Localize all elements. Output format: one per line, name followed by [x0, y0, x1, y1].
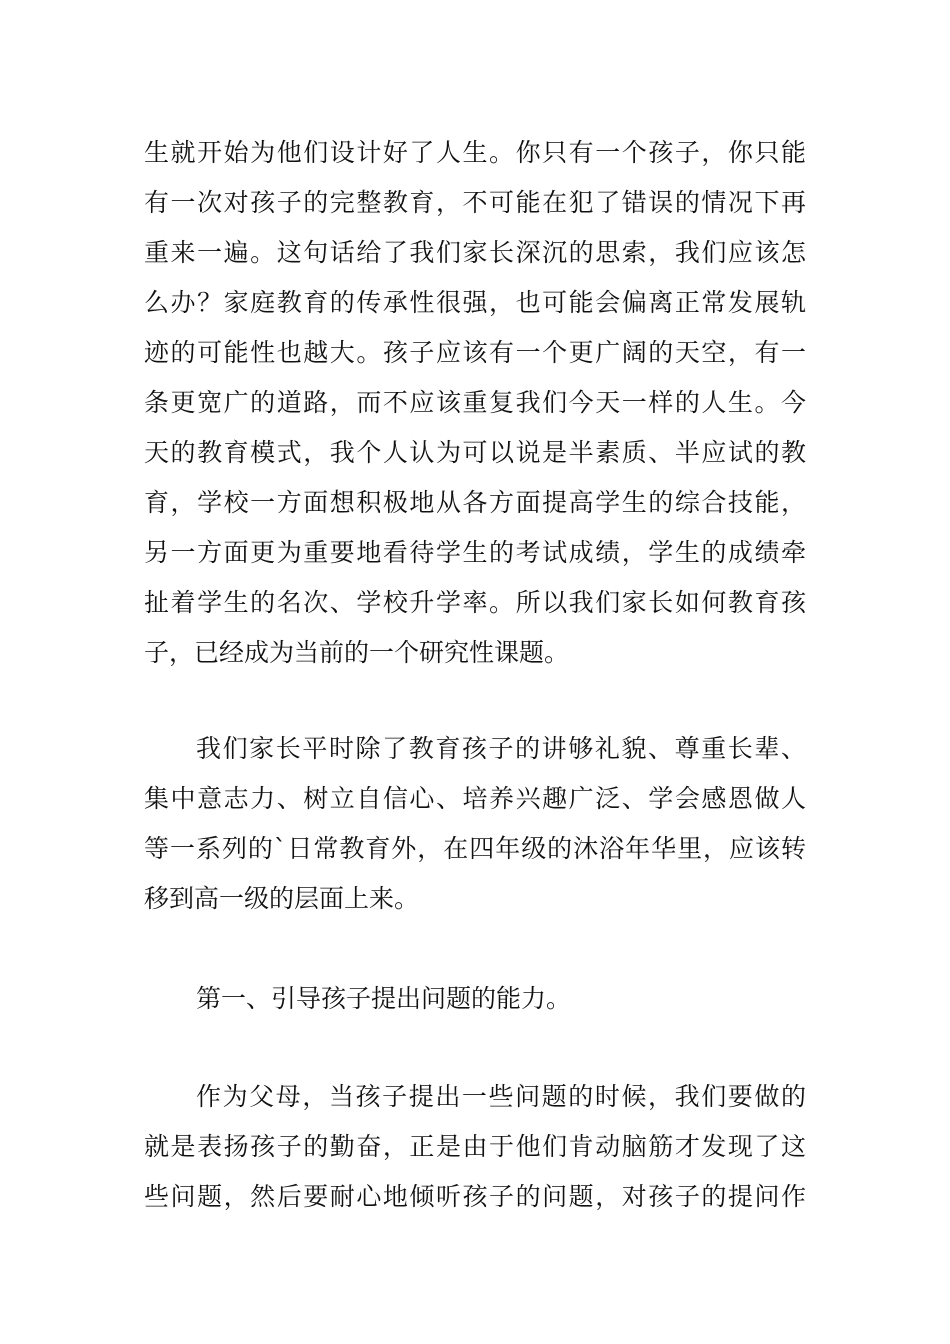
paragraph-parents-response — [144, 1072, 806, 1222]
paragraph-parent-education — [144, 724, 806, 924]
text-line: 些问题，然后要耐心地倾听孩子的问题，对孩子的提问作 — [144, 1182, 806, 1211]
text-line: 我们家长平时除了教育孩子的讲够礼貌、尊重长辈、 — [196, 734, 806, 763]
text-line: 有一次对孩子的完整教育，不可能在犯了错误的情况下再 — [144, 188, 806, 217]
text-line: 第一、引导孩子提出问题的能力。 — [196, 984, 572, 1013]
text-line: 集中意志力、树立自信心、培养兴趣广泛、学会感恩做人 — [144, 784, 806, 813]
text-line: 重来一遍。这句话给了我们家长深沉的思索，我们应该怎 — [144, 238, 806, 267]
text-line: 等一系列的`日常教育外，在四年级的沐浴年华里，应该转 — [144, 834, 806, 863]
text-line: 作为父母，当孩子提出一些问题的时候，我们要做的 — [196, 1082, 806, 1111]
text-line: 另一方面更为重要地看待学生的考试成绩，学生的成绩牵 — [144, 538, 806, 567]
paragraph-continuation — [144, 128, 806, 678]
text-line: 子，已经成为当前的一个研究性课题。 — [144, 638, 570, 667]
text-line: 就是表扬孩子的勤奋，正是由于他们肯动脑筋才发现了这 — [144, 1132, 806, 1161]
text-line: 育，学校一方面想积极地从各方面提高学生的综合技能， — [144, 488, 806, 517]
text-line: 天的教育模式，我个人认为可以说是半素质、半应试的教 — [144, 438, 806, 467]
text-line: 迹的可能性也越大。孩子应该有一个更广阔的天空，有一 — [144, 338, 806, 367]
section-heading-first — [144, 974, 806, 1024]
text-line: 条更宽广的道路，而不应该重复我们今天一样的人生。今 — [144, 388, 806, 417]
text-line: 么办？家庭教育的传承性很强，也可能会偏离正常发展轨 — [144, 288, 806, 317]
text-line: 移到高一级的层面上来。 — [144, 884, 420, 913]
text-line: 扯着学生的名次、学校升学率。所以我们家长如何教育孩 — [144, 588, 806, 617]
text-line: 生就开始为他们设计好了人生。你只有一个孩子，你只能 — [144, 138, 806, 167]
